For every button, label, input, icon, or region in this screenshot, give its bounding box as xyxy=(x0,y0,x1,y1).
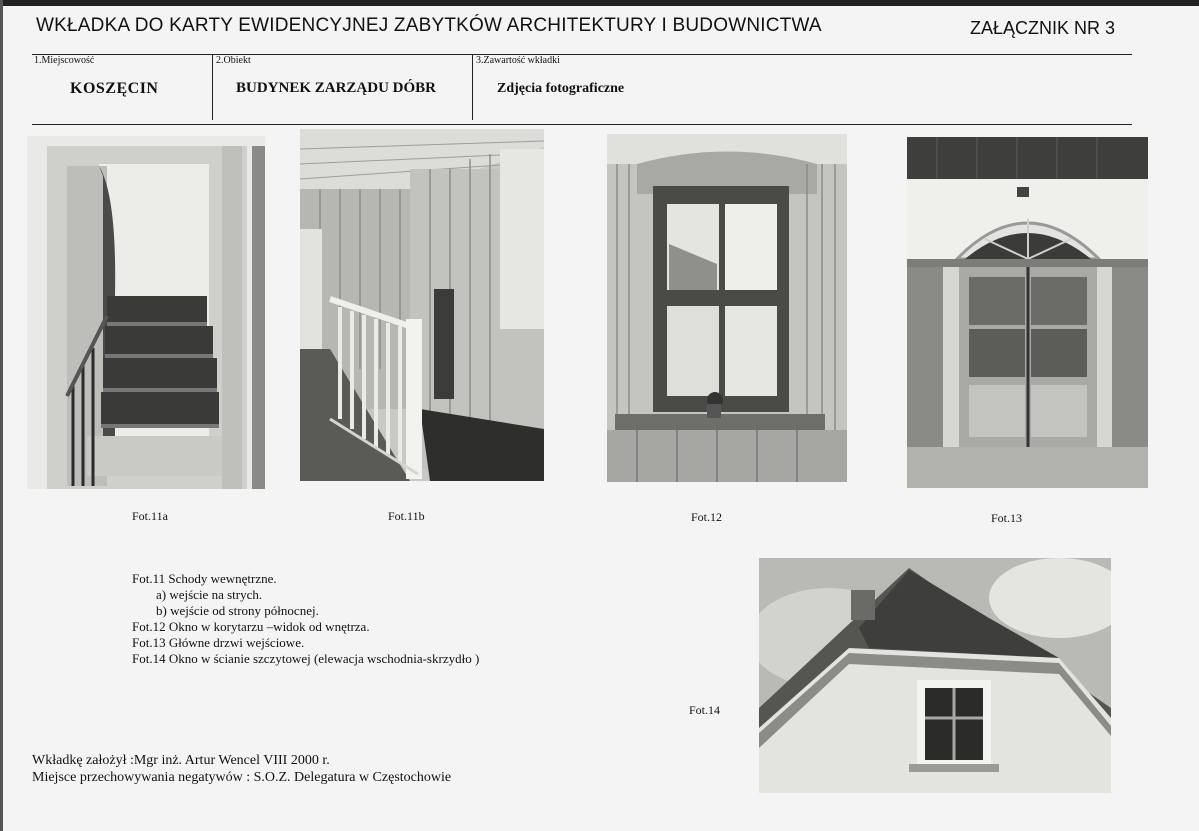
object-label: 2.Obiekt xyxy=(216,55,251,66)
photo-legend xyxy=(132,571,479,667)
document-footer xyxy=(32,752,451,786)
field-divider-1 xyxy=(212,54,213,120)
photo-window-corridor xyxy=(607,134,847,482)
legend-line: Fot.12 Okno w korytarzu –widok od wnętrza. xyxy=(132,619,370,634)
photo-staircase xyxy=(27,136,265,489)
content-label: 3.Zawartość wkładki xyxy=(476,55,560,66)
photo-corridor xyxy=(300,129,544,481)
author-line: Wkładkę założył :Mgr inż. Artur Wencel VIII 2000 r. xyxy=(32,753,330,768)
caption-photo-11a: Fot.11a xyxy=(132,509,168,523)
legend-line: Fot.13 Główne drzwi wejściowe. xyxy=(132,635,305,650)
caption-photo-12: Fot.12 xyxy=(691,510,723,524)
caption-photo-11b: Fot.11b xyxy=(388,509,425,523)
photo-gable-window xyxy=(759,558,1111,793)
caption-photo-14: Fot.14 xyxy=(689,703,721,717)
header-bottom-rule xyxy=(32,124,1132,125)
legend-line: Fot.11 Schody wewnętrzne. xyxy=(132,571,277,586)
document-title: WKŁADKA DO KARTY EWIDENCYJNEJ ZABYTKÓW ARCHITEKTURY I BUDOWNICTWA xyxy=(36,15,822,36)
header-top-rule xyxy=(32,54,1132,55)
legend-line: a) wejście na strych. xyxy=(156,587,263,602)
caption-photo-13: Fot.13 xyxy=(991,511,1023,525)
locality-value: KOSZĘCIN xyxy=(70,80,159,97)
locality-label: 1.Miejscowość xyxy=(34,55,95,66)
legend-line: Fot.14 Okno w ścianie szczytowej (elewacja wschodnia-skrzydło ) xyxy=(132,651,480,666)
annex-number: ZAŁĄCZNIK NR 3 xyxy=(970,18,1116,38)
content-value: Zdjęcia fotograficzne xyxy=(497,81,625,96)
scan-left-edge xyxy=(0,0,3,831)
scan-top-edge xyxy=(0,0,1199,6)
legend-line: b) wejście od strony północnej. xyxy=(156,603,319,618)
field-divider-2 xyxy=(472,54,473,120)
storage-line: Miejsce przechowywania negatywów : S.O.Z. Delegatura w Częstochowie xyxy=(32,770,452,785)
object-value: BUDYNEK ZARZĄDU DÓBR xyxy=(236,80,437,96)
photo-main-door xyxy=(907,137,1148,488)
